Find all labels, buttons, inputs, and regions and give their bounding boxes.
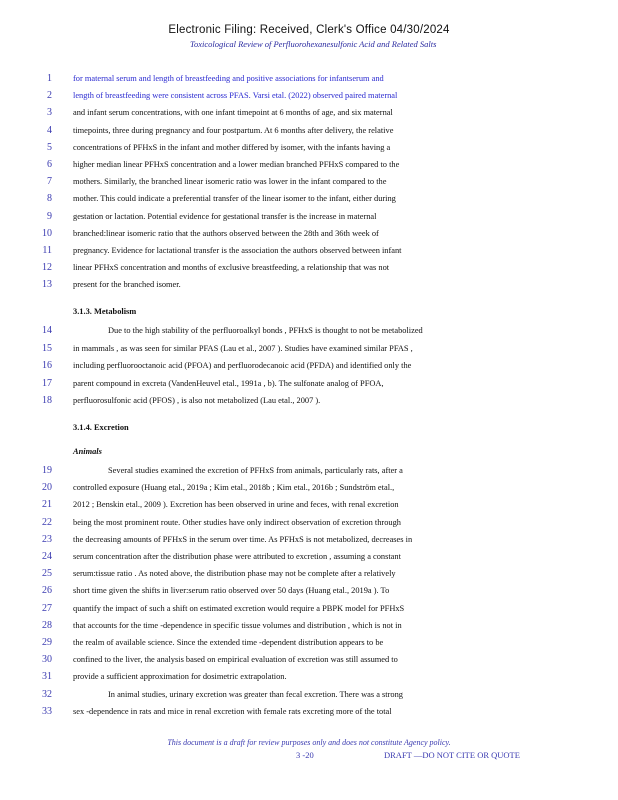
text-line [0, 584, 618, 597]
section-heading-metabolism: 3.1.3. Metabolism [73, 307, 137, 316]
text-line [0, 89, 618, 102]
line-text: branched:linear isomeric ratio that the authors observed between the 28th and 36th week of [73, 228, 379, 238]
line-text: that accounts for the time -dependence in specific tissue volumes and distribution , which is not in [73, 620, 402, 630]
line-text: gestation or lactation. Potential evidence for gestational transfer is the increase in maternal [73, 211, 377, 221]
line-number: 16 [42, 360, 52, 371]
line-number: 5 [47, 141, 52, 153]
text-line [0, 359, 618, 372]
text-line [0, 688, 618, 701]
text-line [0, 141, 618, 154]
text-line [0, 705, 618, 718]
section-heading-excretion: 3.1.4. Excretion [73, 423, 129, 432]
line-text: in mammals , as was seen for similar PFAS (Lau et al., 2007 ). Studies have examined similar PFAS , [73, 343, 413, 353]
line-text: linear PFHxS concentration and months of exclusive breastfeeding, a relationship that was not [73, 263, 390, 273]
line-number: 13 [42, 279, 52, 291]
text-line [0, 394, 618, 407]
line-number: 23 [42, 533, 52, 545]
line-text: provide a sufficient approximation for dosimetric extrapolation. [73, 672, 287, 682]
filing-stamp: Electronic Filing: Received, Clerk's Office 04/30/2024 [168, 24, 450, 36]
line-number: 9 [47, 210, 52, 222]
line-number: 26 [42, 585, 52, 597]
text-line [0, 653, 618, 666]
line-number: 30 [42, 654, 52, 666]
line-number: 12 [42, 262, 52, 274]
line-number: 22 [42, 516, 52, 528]
line-number: 8 [47, 193, 52, 205]
line-number: 10 [42, 227, 52, 239]
text-line [0, 175, 618, 188]
text-line [0, 550, 618, 563]
text-line [0, 124, 618, 137]
line-number: 3 [47, 107, 52, 119]
line-text: present for the branched isomer. [73, 280, 181, 290]
line-text: serum:tissue ratio . As noted above, the distribution phase may not be complete after a relatively [73, 569, 396, 579]
text-line [0, 158, 618, 171]
line-number: 2 [47, 90, 52, 102]
text-line [0, 533, 618, 546]
line-number: 11 [42, 245, 52, 256]
line-text: higher median linear PFHxS concentration and a lower median branched PFHxS compared to the [73, 160, 400, 169]
line-text: being the most prominent route. Other studies have only indirect observation of excretion through [73, 517, 401, 527]
text-line [0, 516, 618, 529]
line-text: Several studies examined the excretion of PFHxS from animals, particularly rats, after a [108, 466, 403, 475]
line-number: 21 [42, 499, 52, 511]
line-text: the realm of available science. Since the extended time -dependent distribution appears to be [73, 638, 384, 647]
line-number: 19 [42, 465, 52, 476]
line-text: timepoints, three during pregnancy and four postpartum. At 6 months after delivery, the relative [73, 125, 394, 135]
line-text: the decreasing amounts of PFHxS in the serum over time. As PFHxS is not metabolized, decreases in [73, 534, 413, 544]
line-number: 33 [42, 705, 52, 717]
footer-disclaimer: This document is a draft for review purposes only and does not constitute Agency policy. [167, 738, 451, 747]
line-number: 1 [47, 73, 52, 84]
line-number: 6 [47, 159, 52, 170]
line-text: parent compound in excreta (VandenHeuvel etal., 1991a , b). The sulfonate analog of PFOA, [73, 378, 384, 388]
line-number: 4 [47, 124, 52, 136]
text-line [0, 227, 618, 240]
line-text: sex -dependence in rats and mice in renal excretion with female rats excreting more of the total [73, 706, 392, 716]
line-text: serum concentration after the distribution phase were attributed to excretion , assuming a constant [73, 552, 401, 561]
line-number: 18 [42, 395, 52, 406]
text-line [0, 498, 618, 511]
line-number: 25 [42, 568, 52, 580]
draft-notice: DRAFT —DO NOT CITE OR QUOTE [384, 750, 520, 760]
line-number: 29 [42, 637, 52, 648]
text-line [0, 481, 618, 494]
text-line [0, 72, 618, 85]
line-number: 31 [42, 671, 52, 683]
text-line [0, 192, 618, 205]
text-line [0, 464, 618, 477]
text-line [0, 377, 618, 390]
line-text: short time given the shifts in liver:serum ratio observed over 50 days (Huang etal., 2019a ). To [73, 586, 390, 596]
text-line [0, 670, 618, 683]
text-line [0, 278, 618, 291]
line-text: 2012 ; Benskin etal., 2009 ). Excretion has been observed in urine and feces, with renal excretion [73, 500, 399, 510]
line-text: concentrations of PFHxS in the infant and mother differed by isomer, with the infants having a [73, 142, 391, 152]
line-text: for maternal serum and length of breastfeeding and positive associations for infantserum and [73, 74, 384, 83]
line-number: 7 [47, 176, 52, 188]
line-number: 14 [42, 325, 52, 336]
text-line [0, 342, 618, 355]
line-text: Due to the high stability of the perfluoroalkyl bonds , PFHxS is thought to not be metabolized [108, 326, 423, 335]
line-text: perfluorosulfonic acid (PFOS) , is also not metabolized (Lau etal., 2007 ). [73, 396, 321, 405]
text-line [0, 106, 618, 119]
subsection-heading-animals: Animals [73, 447, 102, 456]
line-text: In animal studies, urinary excretion was greater than fecal excretion. There was a strong [108, 689, 403, 699]
line-number: 24 [42, 551, 52, 562]
page-number: 3 -20 [296, 750, 314, 760]
line-number: 27 [42, 602, 52, 614]
text-line [0, 210, 618, 223]
text-line [0, 324, 618, 337]
text-line [0, 619, 618, 632]
line-number: 20 [42, 482, 52, 494]
line-text: length of breastfeeding were consistent across PFAS. Varsi etal. (2022) observed paired maternal [73, 91, 398, 101]
line-text: controlled exposure (Huang etal., 2019a ; Kim etal., 2018b ; Kim etal., 2016b ; Sundström etal., [73, 483, 395, 493]
line-text: quantify the impact of such a shift on estimated excretion would require a PBPK model for PFHxS [73, 603, 405, 613]
line-text: confined to the liver, the analysis based on empirical evaluation of excretion was still assumed to [73, 655, 398, 665]
line-number: 17 [42, 377, 52, 389]
line-text: pregnancy. Evidence for lactational transfer is the association the authors observed between infant [73, 246, 402, 255]
text-line [0, 602, 618, 615]
text-line [0, 636, 618, 649]
running-title: Toxicological Review of Perfluorohexanesulfonic Acid and Related Salts [190, 39, 437, 49]
line-number: 32 [42, 688, 52, 700]
text-line [0, 244, 618, 257]
line-text: including perfluorooctanoic acid (PFOA) and perfluorodecanoic acid (PFDA) and identified only the [73, 361, 412, 370]
text-line [0, 261, 618, 274]
line-number: 28 [42, 619, 52, 631]
text-line [0, 567, 618, 580]
line-text: mother. This could indicate a preferential transfer of the linear isomer to the infant, either during [73, 194, 396, 204]
line-text: mothers. Similarly, the branched linear isomeric ratio was lower in the infant compared to the [73, 177, 387, 187]
line-number: 15 [42, 342, 52, 354]
line-text: and infant serum concentrations, with one infant timepoint at 6 months of age, and six maternal [73, 108, 393, 118]
